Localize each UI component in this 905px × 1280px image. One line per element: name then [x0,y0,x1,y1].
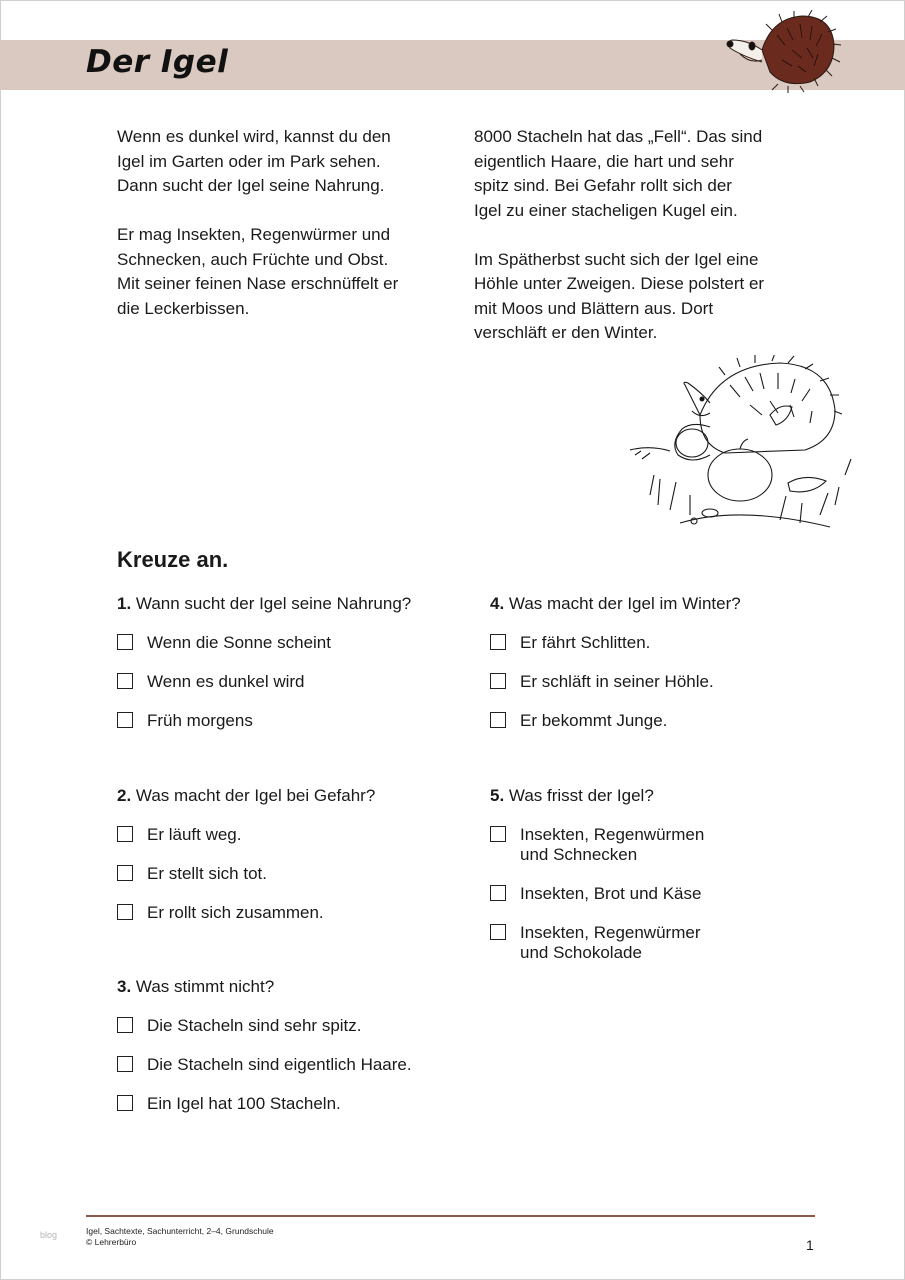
question-3 [117,976,447,1133]
answer-option [117,864,447,884]
question-5 [490,785,820,982]
watermark: blog [40,1230,58,1240]
hedgehog-head-illustration [722,10,842,94]
intro-paragraph: Im Spätherbst sucht sich der Igel eine Höhle unter Zweigen. Diese polstert er mit Moos und Blättern aus. Dort verschläft er den Winter. [474,249,765,342]
question-number: 3. [117,977,132,996]
checkbox[interactable] [117,904,133,920]
question-2 [117,785,447,942]
option-label: Er fährt Schlitten. [520,633,651,652]
answer-option [117,672,447,692]
checkbox[interactable] [117,1056,133,1072]
checkbox[interactable] [490,826,506,842]
answer-option [117,633,447,653]
checkbox[interactable] [117,865,133,881]
question-text: Was frisst der Igel? [508,786,654,805]
intro-paragraph: Er mag Insekten, Regenwürmer und Schnecken, auch Früchte und Obst. Mit seiner feinen Nase erschnüffelt er die Leckerbissen. [117,225,399,318]
question-number: 4. [490,594,505,613]
checkbox[interactable] [117,1095,133,1111]
question-text: Was macht der Igel im Winter? [508,594,741,613]
question-text: Wann sucht der Igel seine Nahrung? [135,594,412,613]
option-label: Die Stacheln sind eigentlich Haare. [147,1055,412,1074]
checkbox[interactable] [490,634,506,650]
checkbox[interactable] [117,1017,133,1033]
checkbox[interactable] [490,924,506,940]
intro-paragraph: Wenn es dunkel wird, kannst du den Igel im Garten oder im Park sehen. Dann sucht der Igel seine Nahrung. [117,127,391,195]
footer-source: Igel, Sachtexte, Sachunterricht, 2–4, Grundschule [86,1226,274,1236]
question-title [117,593,447,615]
question-title [117,976,447,998]
answer-option [490,633,820,653]
question-title [490,785,820,807]
answer-option [490,711,820,731]
answer-option [490,672,820,692]
footer-divider [86,1215,815,1217]
option-label: Er läuft weg. [147,825,242,844]
question-title [490,593,820,615]
question-text: Was stimmt nicht? [135,977,275,996]
intro-text-right [474,125,814,370]
question-title [117,785,447,807]
answer-option [490,825,820,865]
option-label: Er bekommt Junge. [520,711,668,730]
question-number: 5. [490,786,505,805]
checkbox[interactable] [117,712,133,728]
question-number: 1. [117,594,132,613]
answer-option [490,923,820,963]
answer-option [117,903,447,923]
option-label: Wenn die Sonne scheint [147,633,331,652]
question-4 [490,593,820,750]
footer-copyright: © Lehrerbüro [86,1236,137,1247]
option-label: Er stellt sich tot. [147,864,267,883]
task-heading: Kreuze an. [117,547,229,572]
option-label: Er schläft in seiner Höhle. [520,672,714,691]
intro-text-left [117,125,447,346]
answer-option [117,711,447,731]
page-number: 1 [806,1237,814,1253]
option-label: Früh morgens [147,711,253,730]
option-label: Ein Igel hat 100 Stacheln. [147,1094,341,1113]
checkbox[interactable] [117,826,133,842]
checkbox[interactable] [117,673,133,689]
option-label: Insekten, Regenwürmer und Schokolade [520,923,701,962]
checkbox[interactable] [490,885,506,901]
checkbox[interactable] [117,634,133,650]
page-title: Der Igel [86,44,229,80]
hedgehog-with-apples-illustration [630,355,855,540]
answer-option [117,1055,447,1075]
question-number: 2. [117,786,132,805]
footer-credits [86,1226,274,1247]
option-label: Er rollt sich zusammen. [147,903,324,922]
option-label: Insekten, Regenwürmen und Schnecken [520,825,705,864]
answer-option [117,825,447,845]
option-label: Die Stacheln sind sehr spitz. [147,1016,362,1035]
option-label: Insekten, Brot und Käse [520,884,702,903]
question-text: Was macht der Igel bei Gefahr? [135,786,376,805]
intro-paragraph: 8000 Stacheln hat das „Fell“. Das sind eigentlich Haare, die hart und sehr spitz sind. Bei Gefahr rollt sich der Igel zu einer stacheligen Kugel ein. [474,127,763,220]
answer-option [490,884,820,904]
checkbox[interactable] [490,712,506,728]
answer-option [117,1016,447,1036]
question-1 [117,593,447,750]
answer-option [117,1094,447,1114]
checkbox[interactable] [490,673,506,689]
option-label: Wenn es dunkel wird [147,672,305,691]
